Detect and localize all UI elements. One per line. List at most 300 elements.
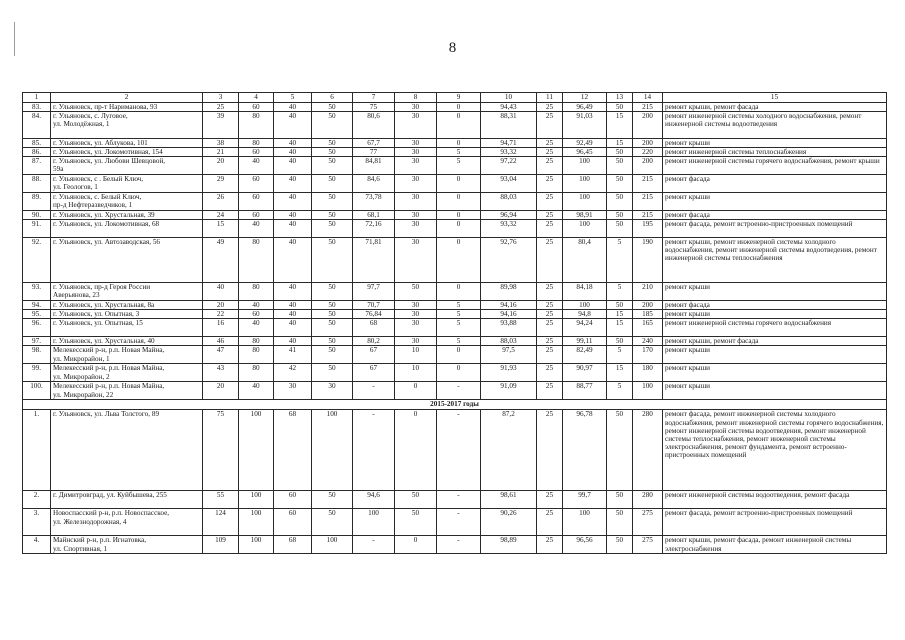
value-cell: 15 [203,220,239,238]
value-cell: 67 [353,346,395,364]
table-row [23,157,887,175]
value-cell: 50 [312,346,353,364]
value-cell: 25 [537,346,563,364]
value-cell: 100 [312,536,353,554]
value-cell: 60 [239,148,274,157]
value-cell: - [437,410,481,491]
value-cell: 50 [312,193,353,211]
works-cell: ремонт крыши [663,139,887,148]
value-cell: 195 [633,220,663,238]
value-cell: 109 [203,536,239,554]
value-cell: 100 [563,509,607,536]
value-cell: 5 [437,337,481,346]
table-row [23,283,887,301]
section-title: 2015-2017 годы [23,400,887,410]
column-number-cell: 1 [23,93,51,103]
value-cell: 50 [395,491,437,509]
value-cell: 98,89 [481,536,537,554]
address-cell: Мелекесский р-н, р.п. Новая Майна, ул. Микрорайон, 1 [51,346,203,364]
row-number-cell: 3. [23,509,51,536]
works-cell: ремонт фасада [663,301,887,310]
value-cell: 100 [239,509,274,536]
address-cell: г. Ульяновск, ул. Автозаводская, 56 [51,238,203,283]
value-cell: 80 [239,112,274,139]
value-cell: 210 [633,283,663,301]
works-cell: ремонт инженерной системы холодного водоснабжения, ремонт инженерной системы водоотведения [663,112,887,139]
value-cell: 68,1 [353,211,395,220]
column-number-row [23,93,887,103]
value-cell: 10 [395,346,437,364]
value-cell: 25 [203,103,239,112]
value-cell: 25 [537,337,563,346]
value-cell: 25 [537,536,563,554]
value-cell: 40 [274,238,312,283]
value-cell: 40 [274,103,312,112]
value-cell: 30 [395,112,437,139]
value-cell: 124 [203,509,239,536]
table-row [23,112,887,139]
table-row [23,509,887,536]
value-cell: 46 [203,337,239,346]
column-number-cell: 4 [239,93,274,103]
value-cell: 200 [633,139,663,148]
value-cell: 30 [395,211,437,220]
value-cell: 60 [239,103,274,112]
value-cell: 25 [537,220,563,238]
works-cell: ремонт крыши, ремонт инженерной системы холодного водоснабжения, ремонт инженерной системы водоотведения, ремонт инженерной системы теплоснабжения [663,238,887,283]
column-number-cell: 5 [274,93,312,103]
value-cell: 100 [563,193,607,211]
value-cell: 88,31 [481,112,537,139]
table-row [23,337,887,346]
value-cell: 220 [633,148,663,157]
works-cell: ремонт фасада, ремонт встроенно-пристроенных помещений [663,509,887,536]
value-cell: 50 [607,220,633,238]
value-cell: - [353,382,395,400]
table-row [23,175,887,193]
value-cell: 40 [239,301,274,310]
row-number-cell: 99. [23,364,51,382]
address-cell: Майнский р-н, р.п. Игнатовка, ул. Спортивная, 1 [51,536,203,554]
value-cell: 98,61 [481,491,537,509]
value-cell: 94,24 [563,319,607,337]
value-cell: 275 [633,536,663,554]
value-cell: 40 [274,211,312,220]
value-cell: 50 [312,112,353,139]
value-cell: 100 [563,301,607,310]
row-number-cell: 4. [23,536,51,554]
value-cell: 30 [274,382,312,400]
value-cell: 91,03 [563,112,607,139]
value-cell: 100 [633,382,663,400]
value-cell: 68 [274,410,312,491]
value-cell: 80 [239,238,274,283]
value-cell: 5 [437,310,481,319]
value-cell: 94,43 [481,103,537,112]
value-cell: 30 [395,139,437,148]
value-cell: 75 [353,103,395,112]
table-row [23,211,887,220]
value-cell: 215 [633,193,663,211]
value-cell: 15 [607,112,633,139]
value-cell: 0 [437,211,481,220]
value-cell: 93,32 [481,148,537,157]
table-row [23,148,887,157]
value-cell: 25 [537,410,563,491]
address-cell: г. Ульяновск, ул. Аблукова, 101 [51,139,203,148]
table-row [23,346,887,364]
value-cell: 91,93 [481,364,537,382]
table-row [23,301,887,310]
value-cell: 40 [274,193,312,211]
column-number-cell: 11 [537,93,563,103]
value-cell: 100 [563,157,607,175]
value-cell: 40 [274,175,312,193]
value-cell: 24 [203,211,239,220]
value-cell: 5 [437,157,481,175]
value-cell: 90,97 [563,364,607,382]
value-cell: 50 [395,283,437,301]
row-number-cell: 88. [23,175,51,193]
value-cell: 40 [274,319,312,337]
value-cell: 280 [633,410,663,491]
value-cell: 30 [395,193,437,211]
value-cell: 60 [239,310,274,319]
column-number-cell: 6 [312,93,353,103]
value-cell: 96,78 [563,410,607,491]
address-cell: г. Ульяновск, ул. Хрустальная, 8а [51,301,203,310]
value-cell: 30 [395,238,437,283]
value-cell: 240 [633,337,663,346]
value-cell: 50 [312,157,353,175]
value-cell: 25 [537,148,563,157]
value-cell: 190 [633,238,663,283]
value-cell: 0 [437,175,481,193]
value-cell: 50 [312,319,353,337]
value-cell: 50 [607,211,633,220]
address-cell: г. Ульяновск, ул. Опытная, 3 [51,310,203,319]
row-number-cell: 89. [23,193,51,211]
value-cell: 100 [239,410,274,491]
value-cell: 77 [353,148,395,157]
value-cell: 93,04 [481,175,537,193]
works-cell: ремонт фасада, ремонт инженерной системы холодного водоснабжения, ремонт инженерной системы горячего водоснабжения, ремонт инженерной системы водоотведения, ремонт инженерной системы теплоснабжения, ремонт инженерной системы электроснабжения, ремонт фундамента, ремонт встроенно-пристроенных помещений [663,410,887,491]
value-cell: 50 [312,509,353,536]
value-cell: 29 [203,175,239,193]
value-cell: 88,03 [481,337,537,346]
value-cell: 40 [274,157,312,175]
value-cell: 215 [633,175,663,193]
value-cell: 50 [607,337,633,346]
table-row [23,139,887,148]
value-cell: 15 [607,139,633,148]
value-cell: 25 [537,319,563,337]
value-cell: 40 [274,112,312,139]
value-cell: 0 [395,536,437,554]
value-cell: 60 [274,491,312,509]
address-cell: г. Ульяновск, ул. Локомотивная, 68 [51,220,203,238]
table-row [23,410,887,491]
value-cell: 50 [607,410,633,491]
value-cell: - [353,410,395,491]
address-cell: г. Ульяновск, пр-т Нариманова, 93 [51,103,203,112]
column-number-cell: 14 [633,93,663,103]
value-cell: 67,7 [353,139,395,148]
table-row [23,382,887,400]
value-cell: 42 [274,364,312,382]
value-cell: 93,32 [481,220,537,238]
value-cell: 30 [395,310,437,319]
value-cell: 0 [437,238,481,283]
value-cell: 100 [239,491,274,509]
column-number-cell: 13 [607,93,633,103]
row-number-cell: 100. [23,382,51,400]
value-cell: 94,6 [353,491,395,509]
row-number-cell: 97. [23,337,51,346]
value-cell: 185 [633,310,663,319]
value-cell: 50 [607,301,633,310]
value-cell: 215 [633,103,663,112]
value-cell: 68 [353,319,395,337]
value-cell: 96,56 [563,536,607,554]
value-cell: 50 [607,157,633,175]
value-cell: 0 [437,220,481,238]
address-cell: Мелекесский р-н, р.п. Новая Майна, ул. Микрорайон, 2 [51,364,203,382]
column-number-cell: 8 [395,93,437,103]
value-cell: 25 [537,112,563,139]
value-cell: 67 [353,364,395,382]
works-cell: ремонт крыши [663,283,887,301]
value-cell: 30 [395,157,437,175]
address-cell: г. Ульяновск, ул. Льва Толстого, 89 [51,410,203,491]
value-cell: - [437,509,481,536]
works-cell: ремонт инженерной системы горячего водоснабжения, ремонт крыши [663,157,887,175]
value-cell: 71,81 [353,238,395,283]
address-cell: Новоспасский р-н, р.п. Новоспасское, ул. Железнодорожная, 4 [51,509,203,536]
value-cell: 5 [607,283,633,301]
column-number-cell: 2 [51,93,203,103]
works-cell: ремонт крыши [663,346,887,364]
value-cell: 84,18 [563,283,607,301]
value-cell: 96,94 [481,211,537,220]
value-cell: 40 [274,283,312,301]
value-cell: 26 [203,193,239,211]
value-cell: 76,84 [353,310,395,319]
value-cell: 82,49 [563,346,607,364]
value-cell: 49 [203,238,239,283]
page-number: 8 [448,40,457,56]
repair-table [22,92,887,554]
value-cell: 50 [607,148,633,157]
address-cell: г. Ульяновск, ул. Локомотивная, 154 [51,148,203,157]
value-cell: 5 [437,148,481,157]
value-cell: 20 [203,382,239,400]
works-cell: ремонт крыши [663,193,887,211]
value-cell: - [437,536,481,554]
value-cell: 50 [312,337,353,346]
row-number-cell: 90. [23,211,51,220]
address-cell: г. Ульяновск, ул. Опытная, 15 [51,319,203,337]
address-cell: г. Ульяновск, с. Луговое, ул. Молодёжная, 1 [51,112,203,139]
value-cell: 80 [239,346,274,364]
value-cell: 15 [607,319,633,337]
value-cell: 0 [437,139,481,148]
value-cell: 25 [537,103,563,112]
row-number-cell: 96. [23,319,51,337]
value-cell: 25 [537,364,563,382]
value-cell: 15 [607,364,633,382]
row-number-cell: 92. [23,238,51,283]
value-cell: 25 [537,491,563,509]
value-cell: 50 [312,283,353,301]
value-cell: 97,22 [481,157,537,175]
value-cell: 94,16 [481,310,537,319]
value-cell: 50 [312,491,353,509]
table-row [23,319,887,337]
address-cell: г. Ульяновск, с . Белый Ключ, ул. Геологов, 1 [51,175,203,193]
address-cell: г. Ульяновск, ул. Любови Шевцовой, 59а [51,157,203,175]
column-number-cell: 15 [663,93,887,103]
value-cell: 25 [537,283,563,301]
value-cell: 30 [395,103,437,112]
value-cell: 100 [353,509,395,536]
value-cell: 40 [274,220,312,238]
table-row [23,220,887,238]
value-cell: 80,6 [353,112,395,139]
works-cell: ремонт фасада, ремонт встроенно-пристроенных помещений [663,220,887,238]
row-number-cell: 94. [23,301,51,310]
value-cell: 50 [312,175,353,193]
value-cell: 92,76 [481,238,537,283]
value-cell: 50 [312,211,353,220]
value-cell: 72,16 [353,220,395,238]
value-cell: 80 [239,139,274,148]
value-cell: 88,03 [481,193,537,211]
column-number-cell: 12 [563,93,607,103]
value-cell: 5 [437,319,481,337]
value-cell: 50 [607,193,633,211]
value-cell: 73,78 [353,193,395,211]
value-cell: 200 [633,301,663,310]
value-cell: 50 [312,301,353,310]
value-cell: 40 [274,148,312,157]
value-cell: 98,91 [563,211,607,220]
value-cell: 25 [537,238,563,283]
section-header-row [23,400,887,410]
table-row [23,536,887,554]
value-cell: 50 [607,103,633,112]
works-cell: ремонт крыши [663,364,887,382]
value-cell: 99,7 [563,491,607,509]
value-cell: 39 [203,112,239,139]
value-cell: 55 [203,491,239,509]
value-cell: 50 [312,364,353,382]
value-cell: 25 [537,509,563,536]
column-number-cell: 7 [353,93,395,103]
works-cell: ремонт крыши, ремонт фасада, ремонт инженерной системы электроснабжения [663,536,887,554]
value-cell: 275 [633,509,663,536]
value-cell: 22 [203,310,239,319]
value-cell: 50 [607,175,633,193]
works-cell: ремонт крыши, ремонт фасада [663,103,887,112]
works-cell: ремонт инженерной системы теплоснабжения [663,148,887,157]
value-cell: 30 [312,382,353,400]
value-cell: 80 [239,283,274,301]
value-cell: 30 [395,301,437,310]
value-cell: 97,7 [353,283,395,301]
value-cell: - [437,491,481,509]
value-cell: 0 [437,193,481,211]
value-cell: 100 [563,220,607,238]
value-cell: 0 [437,103,481,112]
column-number-cell: 3 [203,93,239,103]
value-cell: 94,71 [481,139,537,148]
value-cell: 25 [537,301,563,310]
value-cell: 84,6 [353,175,395,193]
value-cell: 60 [239,175,274,193]
value-cell: 80 [239,364,274,382]
value-cell: 0 [437,364,481,382]
value-cell: 90,26 [481,509,537,536]
row-number-cell: 85. [23,139,51,148]
value-cell: 25 [537,157,563,175]
works-cell: ремонт фасада [663,175,887,193]
works-cell: ремонт крыши [663,310,887,319]
value-cell: 180 [633,364,663,382]
value-cell: 38 [203,139,239,148]
value-cell: 41 [274,346,312,364]
table-row [23,364,887,382]
value-cell: 50 [607,491,633,509]
value-cell: 80,2 [353,337,395,346]
value-cell: 25 [537,382,563,400]
value-cell: 100 [312,410,353,491]
value-cell: 93,88 [481,319,537,337]
value-cell: 20 [203,301,239,310]
value-cell: 5 [437,301,481,310]
row-number-cell: 86. [23,148,51,157]
value-cell: 91,09 [481,382,537,400]
value-cell: 5 [607,382,633,400]
value-cell: 60 [239,193,274,211]
row-number-cell: 84. [23,112,51,139]
value-cell: 68 [274,536,312,554]
value-cell: 25 [537,193,563,211]
value-cell: 87,2 [481,410,537,491]
value-cell: 30 [395,175,437,193]
table-row [23,310,887,319]
value-cell: 94,16 [481,301,537,310]
value-cell: 50 [312,139,353,148]
value-cell: 84,81 [353,157,395,175]
value-cell: 89,98 [481,283,537,301]
value-cell: 60 [274,509,312,536]
value-cell: 5 [607,346,633,364]
value-cell: 50 [607,509,633,536]
value-cell: 60 [239,211,274,220]
value-cell: 50 [312,103,353,112]
value-cell: 30 [395,148,437,157]
value-cell: 96,45 [563,148,607,157]
address-cell: Мелекесский р-н, р.п. Новая Майна, ул. Микрорайон, 22 [51,382,203,400]
value-cell: - [437,382,481,400]
row-number-cell: 83. [23,103,51,112]
value-cell: 40 [274,310,312,319]
address-cell: г. Димитровград, ул. Куйбышева, 255 [51,491,203,509]
value-cell: 40 [203,283,239,301]
table-row [23,193,887,211]
value-cell: 100 [563,175,607,193]
